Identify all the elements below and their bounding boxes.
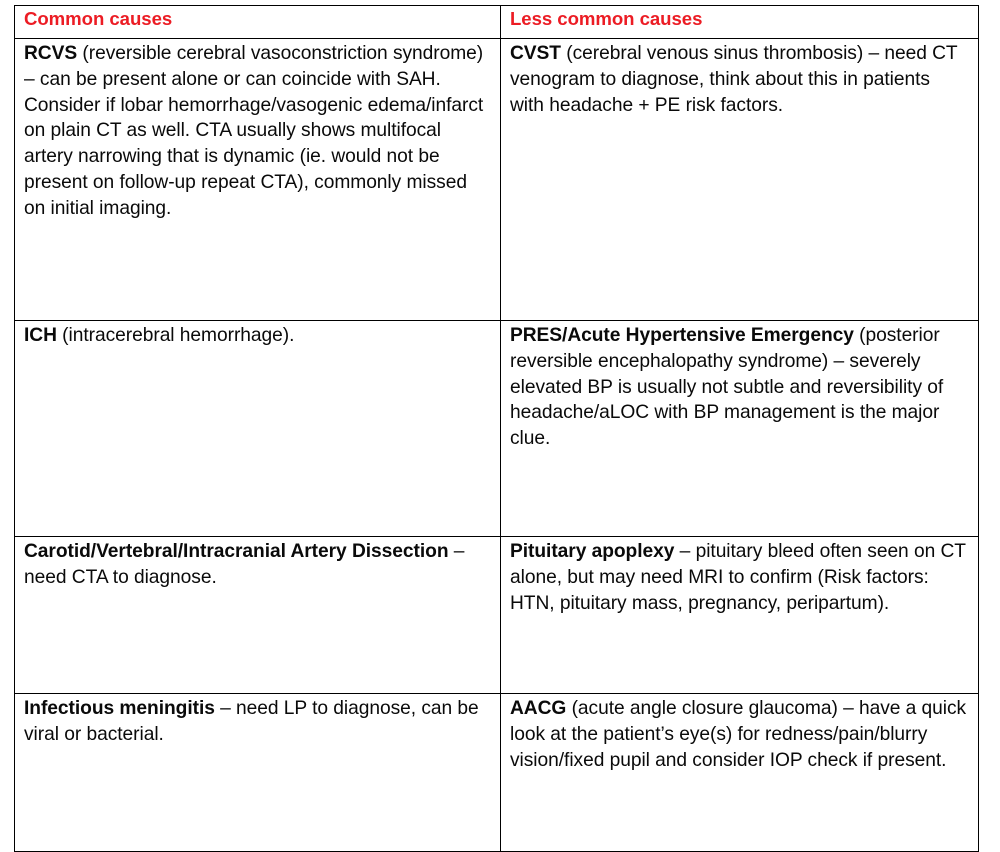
cell-common-infectious-meningitis bbox=[15, 694, 501, 852]
table-row bbox=[15, 537, 979, 694]
cell-content bbox=[510, 323, 969, 452]
cell-content bbox=[24, 696, 491, 748]
cell-lead-term: CVST bbox=[510, 43, 561, 64]
cell-body-text: – pituitary bleed often seen on CT alone, but may need MRI to confirm (Risk factors: HTN, pituitary mass, pregnancy, peripartum). bbox=[510, 541, 966, 614]
table-body bbox=[15, 39, 979, 852]
column-header-label: Common causes bbox=[24, 8, 173, 29]
cell-common-ich bbox=[15, 321, 501, 537]
table-row bbox=[15, 694, 979, 852]
cell-body-text: (posterior reversible encephalopathy syndrome) – severely elevated BP is usually not subtle and reversibility of headache/aLOC with BP management is the major clue. bbox=[510, 325, 944, 450]
table-header bbox=[15, 6, 979, 39]
cell-lead-term: Pituitary apoplexy bbox=[510, 541, 675, 562]
cell-content bbox=[24, 323, 491, 349]
cell-content bbox=[510, 539, 969, 616]
cell-body-text: (intracerebral hemorrhage). bbox=[56, 325, 295, 346]
header-row bbox=[15, 6, 979, 39]
cell-lead-term: RCVS bbox=[24, 43, 78, 64]
cell-less-common-cvst bbox=[501, 39, 979, 321]
cell-content bbox=[24, 41, 491, 222]
cell-less-common-aacg bbox=[501, 694, 979, 852]
cell-body-text: (acute angle closure glaucoma) – have a quick look at the patient’s eye(s) for redness/pain/blurry vision/fixed pupil and consider IOP check if present. bbox=[510, 698, 967, 771]
cell-content bbox=[510, 41, 969, 118]
causes-table bbox=[14, 5, 979, 852]
cell-lead-term: Infectious meningitis bbox=[24, 698, 215, 719]
cell-content bbox=[510, 696, 969, 773]
cell-common-dissection bbox=[15, 537, 501, 694]
column-header-common-causes bbox=[15, 6, 501, 39]
table-row bbox=[15, 39, 979, 321]
cell-less-common-pres bbox=[501, 321, 979, 537]
cell-body-text: – need LP to diagnose, can be viral or bacterial. bbox=[24, 698, 479, 745]
cell-lead-term: AACG bbox=[510, 698, 567, 719]
cell-body-text: – need CTA to diagnose. bbox=[24, 541, 465, 588]
cell-body-text: (cerebral venous sinus thrombosis) – need CT venogram to diagnose, think about this in patients with headache + PE risk factors. bbox=[510, 43, 958, 116]
cell-body-text: (reversible cerebral vasoconstriction syndrome) – can be present alone or can coincide with SAH. Consider if lobar hemorrhage/vasogenic edema/infarct on plain CT as well. CTA usually shows multifocal artery narrowing that is dynamic (ie. would not be present on follow-up repeat CTA), commonly missed on initial imaging. bbox=[24, 43, 484, 219]
cell-content bbox=[24, 539, 491, 591]
table-row bbox=[15, 321, 979, 537]
column-header-label: Less common causes bbox=[510, 8, 703, 29]
cell-less-common-pituitary-apoplexy bbox=[501, 537, 979, 694]
cell-lead-term: Carotid/Vertebral/Intracranial Artery Dissection bbox=[24, 541, 449, 562]
cell-lead-term: PRES/Acute Hypertensive Emergency bbox=[510, 325, 854, 346]
cell-lead-term: ICH bbox=[24, 325, 57, 346]
cell-common-rcvs bbox=[15, 39, 501, 321]
column-header-less-common-causes bbox=[501, 6, 979, 39]
